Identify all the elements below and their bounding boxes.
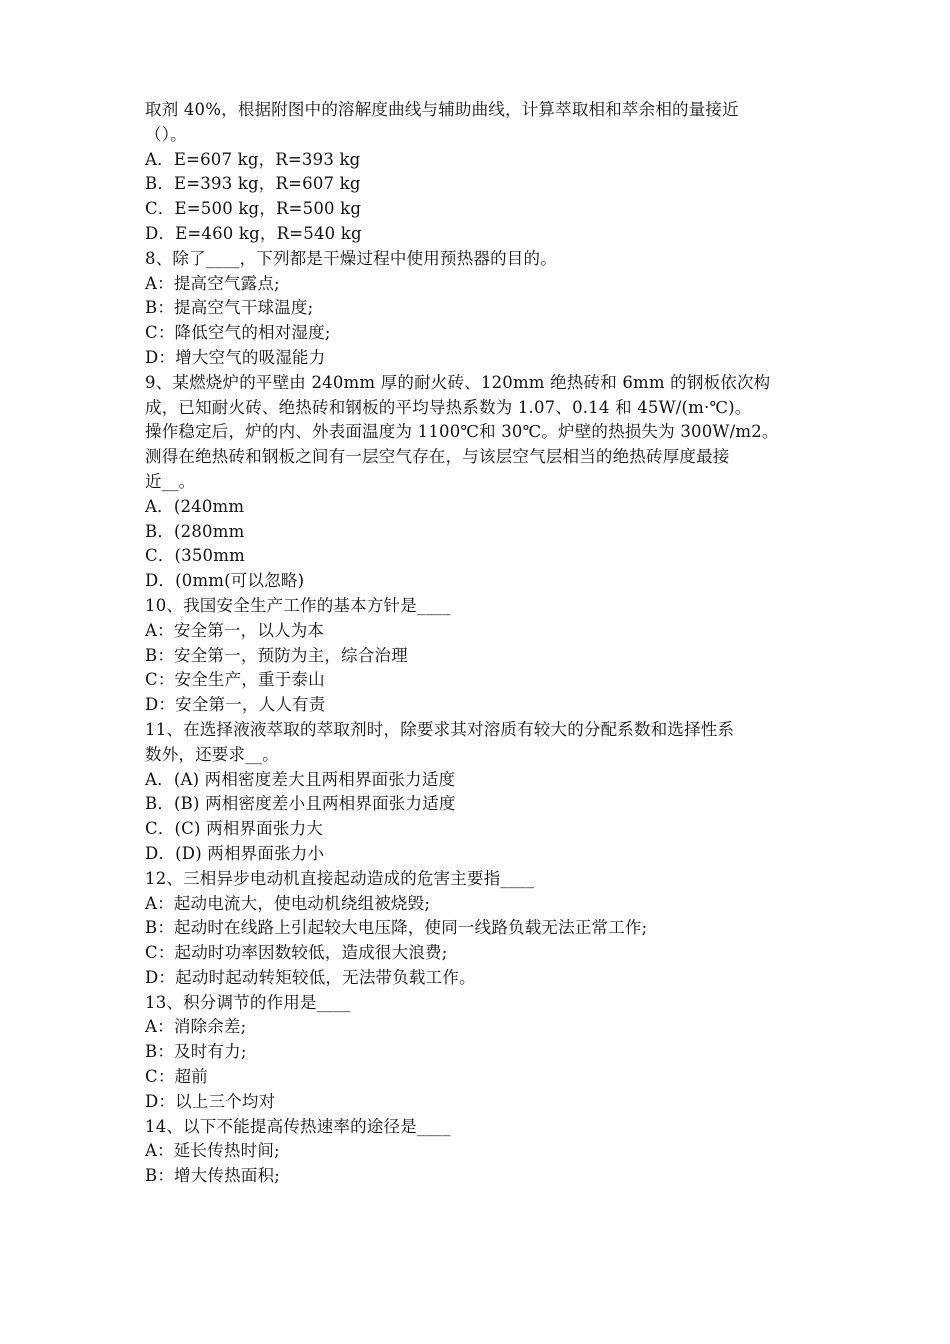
q10-stem: 10、我国安全生产工作的基本方针是____ (145, 595, 451, 615)
q7-stem-line-2: 取剂 40%，根据附图中的溶解度曲线与辅助曲线，计算萃取相和萃余相的量接近 (145, 100, 739, 119)
q8-option-d: D：增大空气的吸湿能力 (145, 347, 326, 367)
q11-option-b: B．(B) 两相密度差小且两相界面张力适度 (145, 794, 456, 814)
q9-stem-line-1: 9、某燃烧炉的平壁由 240mm 厚的耐火砖、120mm 绝热砖和 6mm 的钢板依次构 (145, 372, 771, 392)
q11-option-a: A．(A) 两相密度差大且两相界面张力适度 (145, 769, 456, 789)
q9-option-a: A．(240mm (145, 496, 245, 516)
q13-option-c: C：超前 (145, 1067, 208, 1087)
q8-stem: 8、除了____，下列都是干燥过程中使用预热器的目的。 (145, 248, 557, 268)
q14-stem: 14、以下不能提高传热速率的途径是____ (145, 1116, 451, 1136)
q13-option-d: D：以上三个均对 (145, 1091, 276, 1111)
q13-option-a: A：消除余差; (145, 1017, 247, 1037)
q12-option-a: A：起动电流大，使电动机绕组被烧毁; (145, 893, 431, 913)
q14-option-a: A：延长传热时间; (145, 1141, 280, 1161)
q9-option-c: C．(350mm (145, 546, 245, 566)
q12-option-d: D：起动时起动转矩较低，无法带负载工作。 (145, 967, 476, 987)
q8-option-b: B：提高空气干球温度; (145, 298, 314, 318)
q7-stem-line-3: （）。 (145, 124, 187, 144)
q11-stem-line-2: 数外，还要求__。 (145, 744, 279, 764)
q10-option-b: B：安全第一，预防为主，综合治理 (145, 645, 408, 665)
q7-option-c: C．E=500 kg，R=500 kg (145, 199, 362, 219)
q12-stem: 12、三相异步电动机直接起动造成的危害主要指____ (145, 868, 535, 888)
q9-stem-line-2: 成，已知耐火砖、绝热砖和钢板的平均导热系数为 1.07、0.14 和 45W/(m·℃)。 (145, 397, 752, 417)
q7-option-d: D．E=460 kg，R=540 kg (145, 223, 362, 243)
q11-option-c: C．(C) 两相界面张力大 (145, 819, 323, 839)
document-page (145, 98, 813, 1189)
q14-option-b: B：增大传热面积; (145, 1166, 280, 1186)
q12-option-c: C：起动时功率因数较低，造成很大浪费; (145, 943, 448, 963)
q9-stem-line-5: 近__。 (145, 471, 196, 491)
q9-option-d: D．(0mm(可以忽略) (145, 571, 305, 591)
q8-option-c: C：降低空气的相对湿度; (145, 323, 331, 343)
q9-option-b: B．(280mm (145, 521, 245, 541)
q7-option-b: B．E=393 kg，R=607 kg (145, 174, 361, 194)
q10-option-a: A：安全第一，以人为本 (145, 620, 325, 640)
q7-option-a: A．E=607 kg，R=393 kg (145, 149, 361, 169)
q11-stem-line-1: 11、在选择液液萃取的萃取剂时，除要求其对溶质有较大的分配系数和选择性系 (145, 719, 735, 739)
q12-option-b: B：起动时在线路上引起较大电压降，使同一线路负载无法正常工作; (145, 918, 648, 938)
q9-stem-line-4: 测得在绝热砖和钢板之间有一层空气存在，与该层空气层相当的绝热砖厚度最接 (145, 447, 730, 467)
q13-option-b: B：及时有力; (145, 1042, 247, 1062)
q8-option-a: A：提高空气露点; (145, 273, 280, 293)
q11-option-d: D．(D) 两相界面张力小 (145, 843, 325, 863)
q9-stem-line-3: 操作稳定后，炉的内、外表面温度为 1100℃和 30℃。炉壁的热损失为 300W/m2。 (145, 422, 779, 442)
q10-option-d: D：安全第一，人人有责 (145, 695, 326, 715)
q13-stem: 13、积分调节的作用是____ (145, 992, 351, 1012)
q10-option-c: C：安全生产，重于泰山 (145, 670, 325, 690)
